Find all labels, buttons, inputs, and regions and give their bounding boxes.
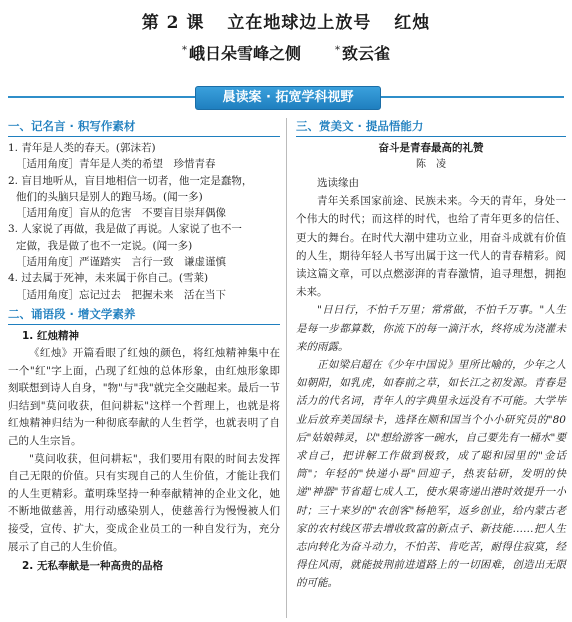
paragraph: "莫问收获，但问耕耘"，我们要用有限的时间去发挥自己无限的价值。只有实现自己的人生价值，才能让我们的人生更精彩。董明珠坚持一种奉献精神的企业文化，她不断地做慈善，用行动感染别人，使慈善行为慢慢被人们接受，宣传、扩大，变成企业员工的一种自发行为，充分展示了自己的人生价值。 — [8, 452, 280, 553]
subheading-red-candle: 1. 红烛精神 — [22, 329, 79, 342]
section-banner — [8, 86, 564, 108]
subtitle-b: 致云雀 — [342, 44, 391, 63]
page-header — [0, 0, 572, 105]
section-heading-quotes: 一、记名言 · 积写作素材 — [8, 118, 280, 137]
lesson-subtitle — [0, 41, 572, 64]
quote-angle: ［适用角度］忘记过去 把握未来 活在当下 — [16, 288, 226, 301]
paragraph: 青年关系国家前途、民族未来。今天的青年，身处一个伟大的时代；而这样的时代，也给了青年更多的信任、更大的舞台。在时代大潮中建功立业，用奋斗成就有价值的人生，期待年轻人书写出属于这一代人的青春精彩。阅读这篇文章，可以点燃澎湃的青春激情，追寻理想，拥抱未来。 — [296, 195, 566, 299]
right-column — [296, 118, 566, 593]
quote-line: 3. 人家说了再做，我是做了再说。人家说了也不一 — [8, 223, 242, 236]
article-title: 奋斗是青春最高的礼赞 — [378, 142, 484, 154]
lesson-title — [0, 8, 572, 33]
paragraph: 《红烛》开篇看眼了红烛的颜色，将红烛精神集中在一个"红"字上面，凸现了红烛的总体形象，由红烛形象即刻联想到诗人自身，"物"与"我"就完全交融起来。最后一节归结到"莫问收获，但问耕耘"这样一个哲理上，也就是将红烛精神归结为一种彻底奉献的人生哲学，也就表明了自己的人生宗旨。 — [8, 346, 280, 447]
quote-line: 1. 青年是人类的春天。(郭沫若) — [8, 142, 156, 154]
reading-reason-label: 选读缘由 — [317, 177, 359, 189]
paragraph: "日日行，不怕千万里；常常做，不怕千万事。"人生是每一步都算数，你流下的每一滴汗水，终将成为浇灌未来的雨露。 — [296, 304, 566, 353]
title-b: 红烛 — [394, 13, 431, 33]
star-mark: * — [335, 44, 340, 56]
section-heading-appreciate: 三、赏美文 · 提品悟能力 — [296, 118, 566, 137]
quote-line: 2. 盲目地听从，盲目地相信一切者，他一定是蠢物， — [8, 174, 253, 187]
section-heading-recite: 二、诵语段 · 增文学素养 — [8, 306, 280, 325]
subtitle-a: 峨日朵雪峰之侧 — [188, 44, 301, 63]
column-divider — [286, 118, 287, 618]
subheading-dedication: 2. 无私奉献是一种高贵的品格 — [22, 560, 163, 573]
article-author: 陈 凌 — [416, 159, 446, 170]
quote-line: 4. 过去属于死神，未来属于你自己。(雪莱) — [8, 272, 209, 285]
quote-angle: ［适用角度］盲从的危害 不要盲目崇拜偶像 — [16, 207, 226, 220]
quote-line: 他们的头脑只是别人的跑马场。(闻一多) — [16, 190, 203, 203]
lesson-number: 第 2 课 — [141, 13, 205, 33]
quote-angle: ［适用角度］严谨踏实 言行一致 谦虚谨慎 — [16, 256, 226, 269]
banner-label: 晨读案 · 拓宽学科视野 — [195, 86, 381, 110]
left-column — [8, 118, 280, 575]
quote-line: 定做，我是做了也不一定说。(闻一多) — [16, 239, 193, 252]
quote-angle: ［适用角度］青年是人类的希望 珍惜青春 — [16, 158, 216, 171]
paragraph: 正如梁启超在《少年中国说》里所比喻的，少年之人如朝阳，如乳虎，如春前之草，如长江之初发源。青春是活力的代名词，青年人的字典里永远没有不可能。大学毕业后放弃美国绿卡，选择在顺和国当个小小研究员的"80后"姑娘韩灵，以"想给游客一碗水，自己要先有一桶水"要求自己，把讲解工作做到极致，成了聪和园里的"金话筒"；年轻的"快递小哥"回迎子，热衷钻研，发明的快递"神器"节省超七成人工，使水果寄递出港时效提升一小时；三十来岁的"农创客"杨艳军，返乡创业，给内蒙古老家的农村线区带去增收致富的新点子、新技能……把人生志向转化为奋斗动力，不怕苦、肯吃苦，耐得住寂寞，经得住风雨，就能披荆前进道路上的一切困难，创造出无限的可能。 — [296, 359, 566, 590]
star-mark: * — [181, 44, 187, 56]
title-a: 立在地球边上放号 — [227, 13, 372, 33]
